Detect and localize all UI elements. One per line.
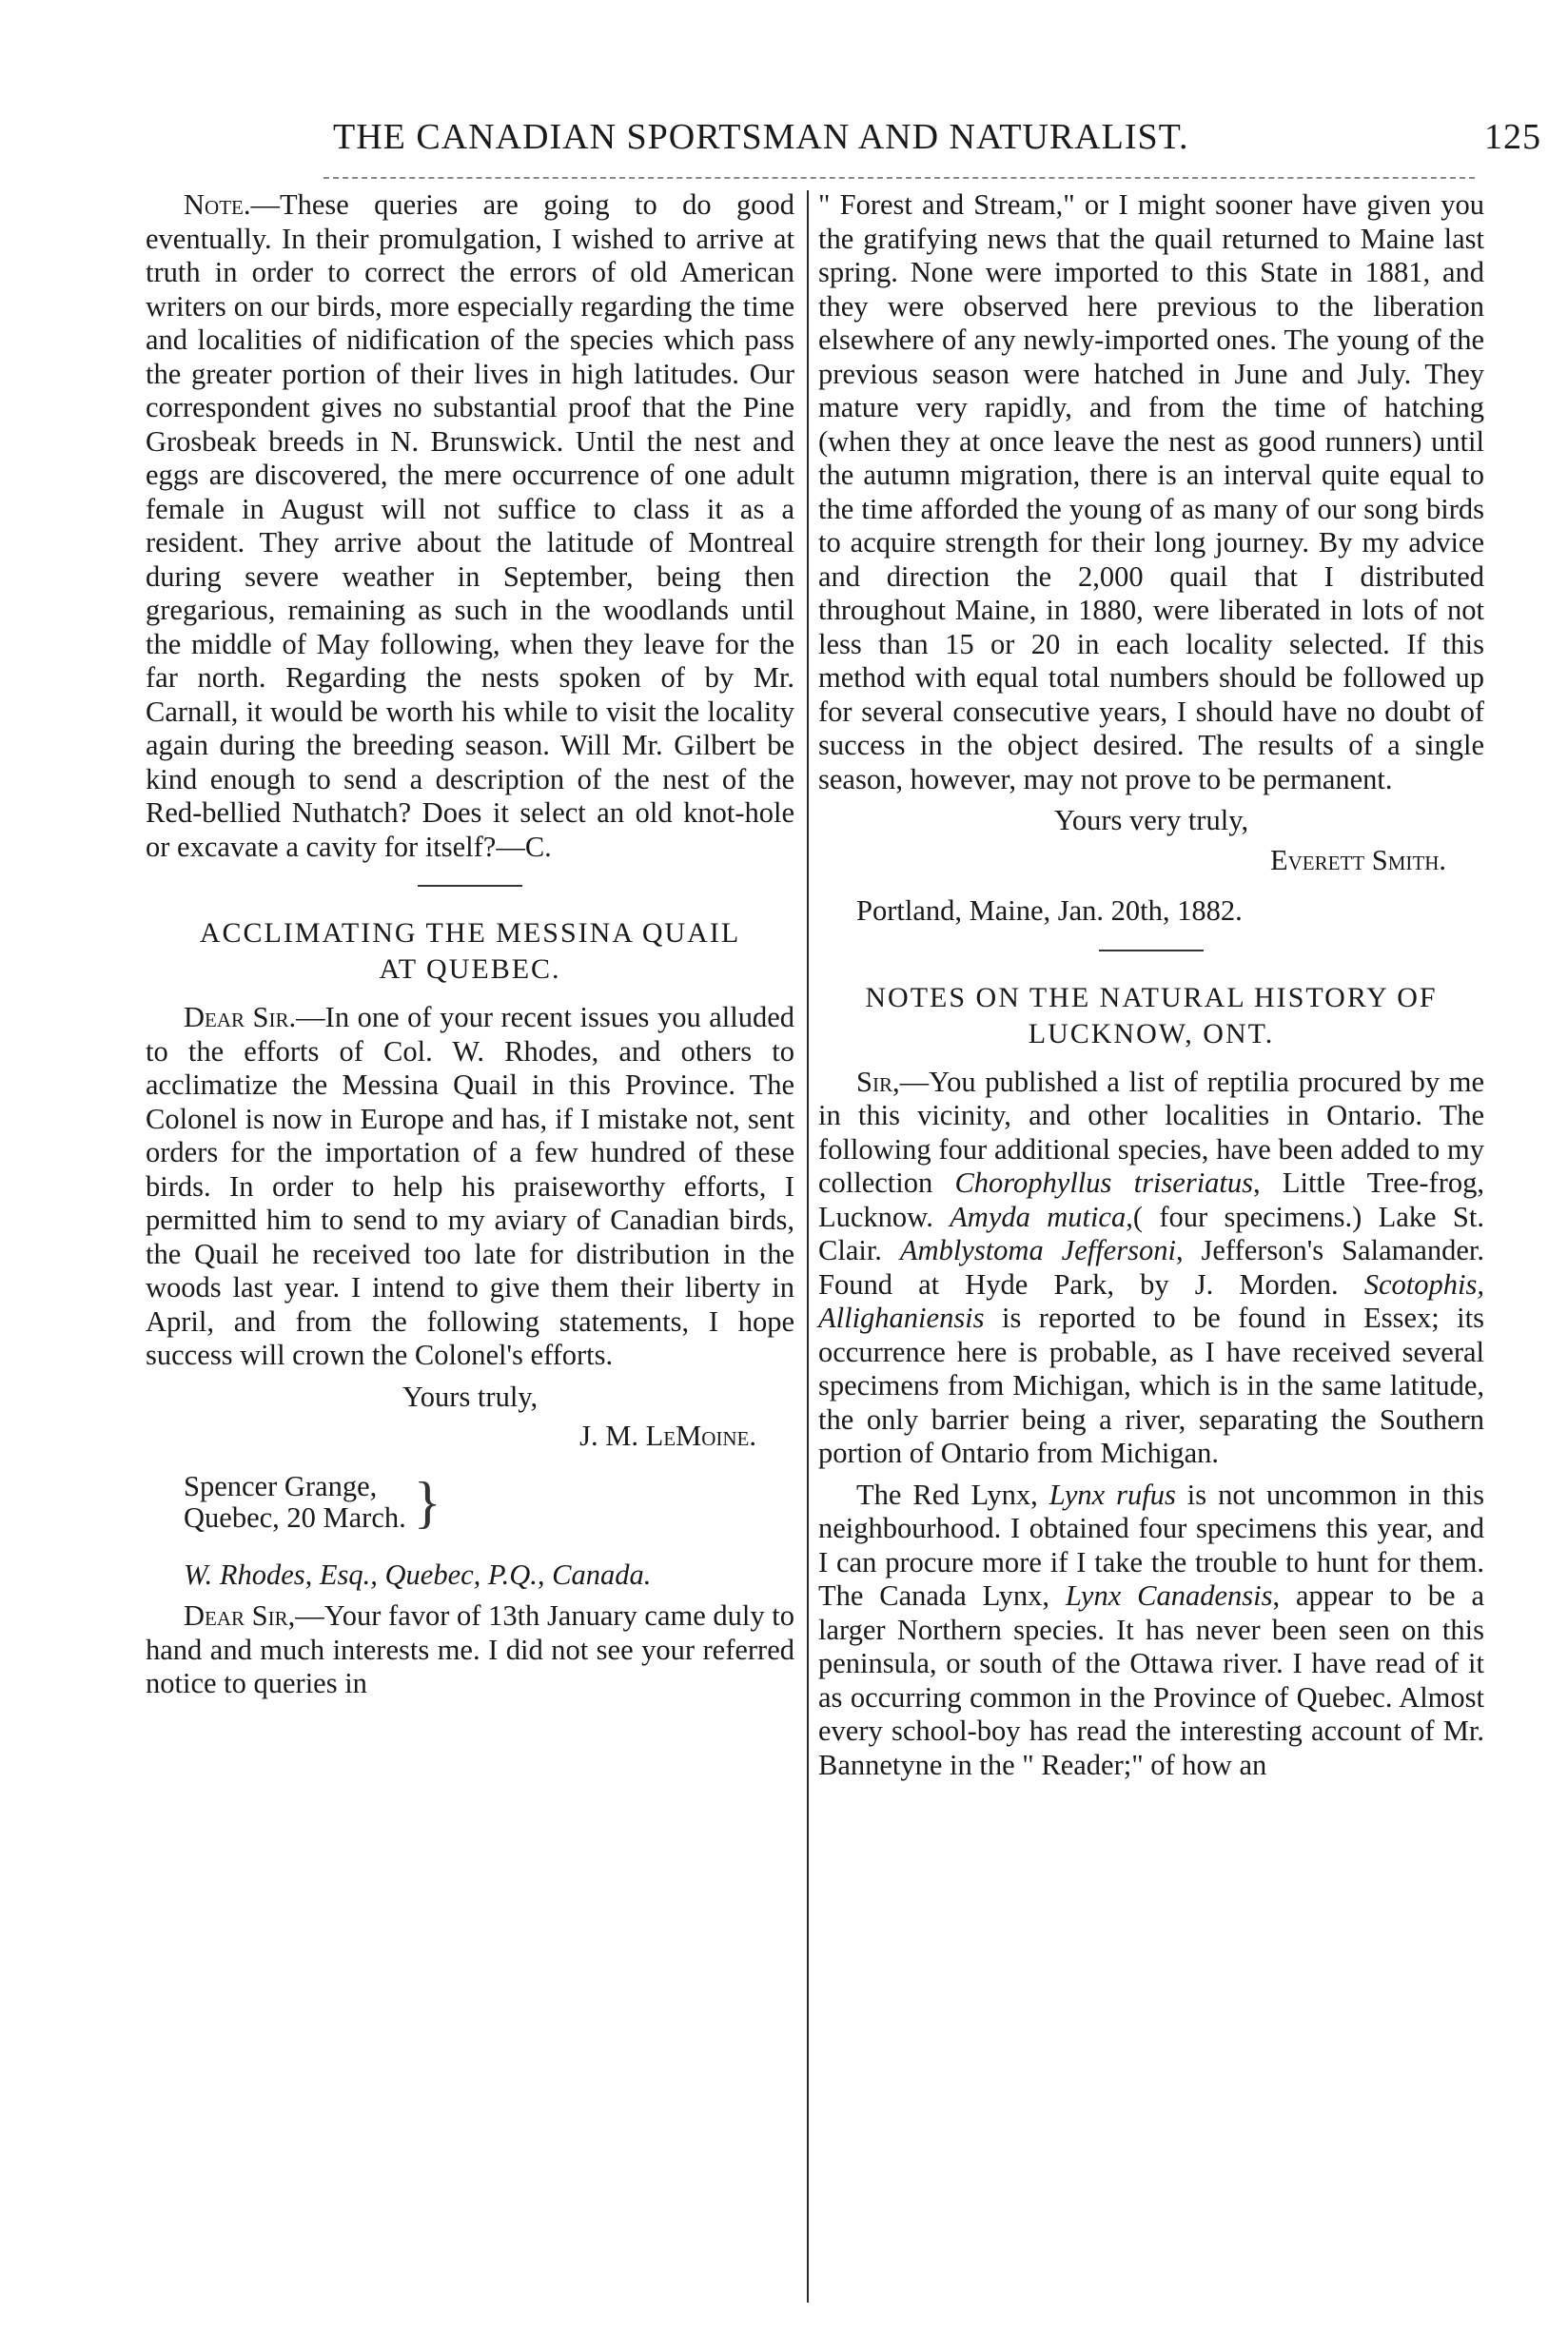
right-column (818, 188, 1484, 1790)
place-lines (184, 1471, 406, 1534)
notes-p2-c: , appear to be a larger Northern species. It has never been seen on this peninsula, or south of the Ottawa river. I have read of it as occurring common in the Province of Quebec. Almost every school-boy has read the interesting account of Mr. Bannetyne in the " Reader;" of how an (818, 1579, 1484, 1781)
notes-article-heading (818, 980, 1484, 1052)
species-name: Scotophis, Allighaniensis (818, 1267, 1484, 1334)
column-rule (807, 190, 809, 2303)
notes-paragraph-2 (818, 1479, 1484, 1783)
address-line: W. Rhodes, Esq., Quebec, P.Q., Canada. (184, 1558, 652, 1591)
note-intro: Note. (184, 188, 251, 221)
second-letter (146, 1599, 794, 1701)
notes-heading-line-1: NOTES ON THE NATURAL HISTORY OF (865, 981, 1438, 1013)
section-rule-right (1099, 950, 1204, 951)
notes-p1-d: , Jefferson's Salamander. Found at Hyde Park, by J. Morden. (818, 1234, 1484, 1301)
continued-letter: " Forest and Stream," or I might sooner have given you the gratifying news that the quail returned to Maine last spring. None were imported to this State in 1881, and they were observed here previous to the liberation elsewhere of any newly-imported ones. The young of the previous season were hatched in June and July. They mature very rapidly, and from the time of hatching (when they at once leave the nest as good runners) until the autumn migration, there is an interval quite equal to the time afforded the young of as many of our song birds to acquire strength for their long journey. By my advice and direction the 2,000 quail that I distributed throughout Maine, in 1880, were liberated in lots of not less than 15 or 20 in each locality selected. If this method with equal total numbers should be followed up for several consecutive years, I should have no doubt of success in the object desired. The results of a single season, however, may not prove to be permanent. (818, 188, 1484, 795)
quail-signer: J. M. LeMoine. (579, 1420, 756, 1452)
notes-p2-a: The Red Lynx, (856, 1478, 1049, 1511)
notes-p1-c: ,( four specimens.) Lake St. Clair. (818, 1200, 1484, 1266)
species-name: Chorophyllus triseriatus (954, 1166, 1254, 1199)
notes-p1-e: is reported to be found in Essex; its occurrence here is probable, as I have received several specimens from Michigan, which is in the same latitude, the only barrier being a river, separating the Southern portion of Ontario from Michigan. (818, 1302, 1484, 1469)
notes-heading-line-2: LUCKNOW, ONT. (1028, 1017, 1275, 1049)
note-text: —These queries are going to do good eventually. In their promulgation, I wished to arrive at truth in order to correct the errors of old American writers on our birds, more especially regarding the time and localities of nidification of the species which pass the greater portion of their lives in high latitudes. Our correspondent gives no substantial proof that the Pine Grosbeak breeds in N. Brunswick. Until the nest and eggs are discovered, the mere occurrence of one adult female in August will not suffice to class it as a resident. They arrive about the latitude of Montreal during severe weather in September, being then gregarious, remaining as such in the woodlands until the middle of May following, when they leave for the far north. Regarding the nests spoken of by Mr. Carnall, it would be worth his while to visit the locality again during the breeding season. Will Mr. Gilbert be kind enough to send a description of the nest of the Red-bellied Nuthatch? Does it select an old knot-hole or excavate a cavity for itself?—C. (146, 188, 794, 863)
smith-dateline: Portland, Maine, Jan. 20th, 1882. (856, 894, 1243, 927)
place-line-2: Quebec, 20 March. (184, 1500, 406, 1534)
notes-p1-a: —You published a list of reptilia procured by me in this vicinity, and other localities in Ontario. The following four additional species, have been added to my collection (818, 1065, 1484, 1199)
species-name: Amblystoma Jeffersoni (899, 1234, 1176, 1266)
running-head (143, 116, 1541, 169)
second-letter-body: —Your favor of 13th January came duly to hand and much interests me. I did not see your referred notice to queries in (146, 1599, 794, 1699)
editor-note (146, 188, 794, 864)
quail-article-heading (146, 915, 794, 988)
quail-salutation: Dear Sir. (184, 1001, 297, 1033)
left-column (146, 188, 794, 1709)
notes-paragraph-1 (818, 1066, 1484, 1471)
place-block (184, 1471, 794, 1534)
second-salutation: Dear Sir, (184, 1599, 296, 1632)
place-line-1: Spencer Grange, (184, 1469, 378, 1502)
running-title: THE CANADIAN SPORTSMAN AND NATURALIST. (333, 117, 1189, 157)
notes-salutation: Sir, (856, 1065, 900, 1098)
quail-letter (146, 1001, 794, 1373)
species-name: Lynx Canadensis (1065, 1579, 1273, 1612)
quail-heading-line-1: ACCLIMATING THE MESSINA QUAIL (199, 917, 741, 949)
species-name: Amyda mutica (950, 1200, 1127, 1233)
notes-p1-b: , Little Tree-frog, Lucknow. (818, 1166, 1484, 1233)
header-rule (323, 177, 1475, 179)
quail-letter-body: —In one of your recent issues you alluded to the efforts of Col. W. Rhodes, and others to acclimatize the Messina Quail in this Province. The Colonel is now in Europe and has, if I mistake not, sent orders for the importation of a few hundred of these birds. In order to help his praiseworthy efforts, I permitted him to send to my aviary of Canadian birds, the Quail he received too late for distribution in the woods last year. I intend to give them their liberty in April, and from the following statements, I hope success will crown the Colonel's efforts. (146, 1001, 794, 1371)
quail-heading-line-2: AT QUEBEC. (379, 953, 561, 985)
brace-glyph: } (413, 1470, 441, 1534)
notes-p2-b: is not uncommon in this neighbourhood. I obtained four specimens this year, and I can procure more if I take the trouble to hunt for them. The Canada Lynx, (818, 1478, 1485, 1612)
section-rule (418, 885, 522, 887)
smith-signer: Everett Smith. (1270, 843, 1446, 876)
species-name: Lynx rufus (1049, 1478, 1176, 1511)
page-number: 125 (1484, 117, 1541, 157)
smith-closing: Yours very truly, (1053, 804, 1249, 836)
quail-closing: Yours truly, (402, 1380, 539, 1413)
